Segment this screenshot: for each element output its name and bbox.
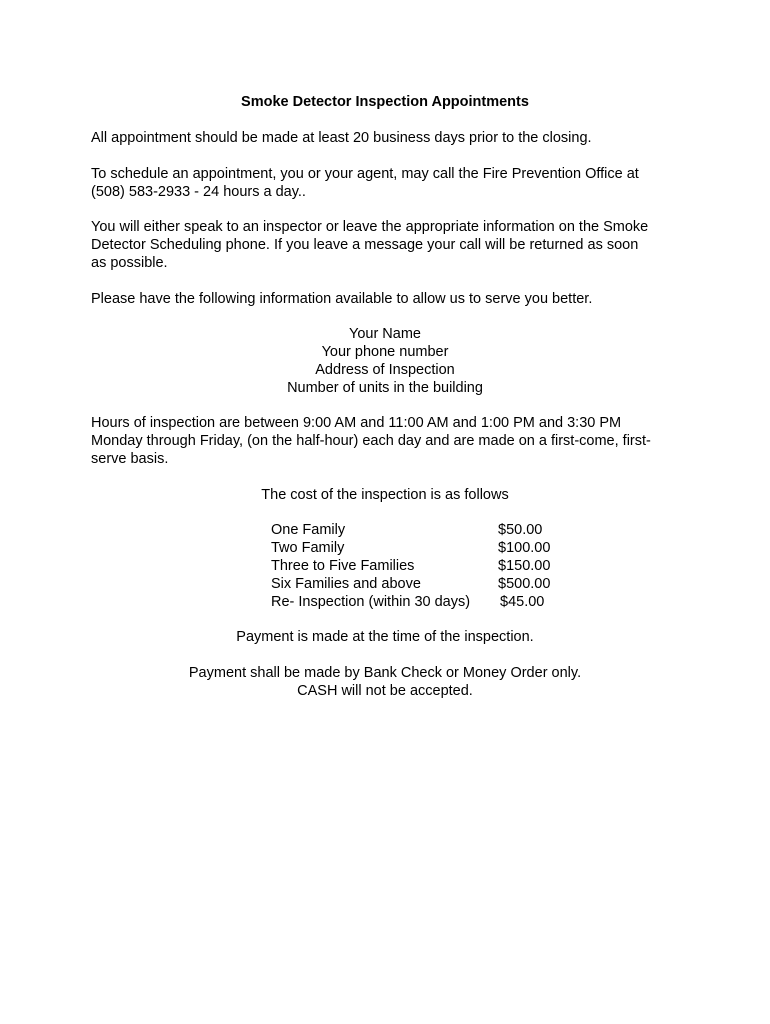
fee-amount: $50.00 (498, 522, 543, 538)
fee-row (271, 539, 571, 557)
hours-line-1: Hours of inspection are between 9:00 AM and 11:00 AM and 1:00 PM and 3:30 PM (91, 415, 622, 431)
cost-heading (0, 486, 770, 504)
fee-label: Three to Five Families (271, 558, 415, 574)
schedule-paragraph (91, 165, 691, 201)
fee-label: One Family (271, 522, 346, 538)
fee-amount: $100.00 (498, 540, 551, 556)
speak-line-1: You will either speak to an inspector or leave the appropriate information on the Smoke (91, 219, 649, 235)
info-list-item: Number of units in the building (287, 380, 483, 396)
payment-method-line-2: CASH will not be accepted. (297, 683, 473, 699)
notice-paragraph (91, 129, 691, 147)
payment-method-line-1: Payment shall be made by Bank Check or Money Order only. (188, 665, 582, 681)
info-line: Please have the following information available to allow us to serve you better. (91, 291, 593, 307)
fee-row (271, 521, 571, 539)
info-list-item: Your Name (348, 326, 421, 342)
fee-row (271, 593, 571, 611)
speak-line-2: Detector Scheduling phone. If you leave a message your call will be returned as soon (91, 237, 639, 253)
speak-paragraph (91, 218, 691, 272)
payment-method (0, 664, 770, 700)
cost-heading-text: The cost of the inspection is as follows (261, 487, 509, 503)
fee-row (271, 575, 571, 593)
fee-row (271, 557, 571, 575)
fee-amount: $150.00 (498, 558, 551, 574)
payment-time (0, 628, 770, 646)
hours-line-2: Monday through Friday, (on the half-hour) each day and are made on a first-come, first- (91, 433, 651, 449)
schedule-line-1: To schedule an appointment, you or your agent, may call the Fire Prevention Office at (91, 166, 639, 182)
info-paragraph (91, 290, 691, 308)
speak-line-3: as possible. (91, 255, 168, 271)
notice-line: All appointment should be made at least 20 business days prior to the closing. (91, 130, 592, 146)
info-list (0, 325, 770, 397)
fee-label: Two Family (271, 540, 345, 556)
fee-table (271, 521, 571, 611)
info-list-item: Your phone number (321, 344, 449, 360)
fee-amount: $45.00 (500, 594, 545, 610)
payment-time-text: Payment is made at the time of the inspection. (236, 629, 534, 645)
fee-amount: $500.00 (498, 576, 551, 592)
fee-label: Six Families and above (271, 576, 421, 592)
info-list-item: Address of Inspection (315, 362, 455, 378)
hours-line-3: serve basis. (91, 451, 169, 467)
fee-label: Re- Inspection (within 30 days) (271, 594, 471, 610)
schedule-line-2: (508) 583-2933 - 24 hours a day.. (91, 184, 306, 200)
hours-paragraph (91, 414, 691, 468)
document-title: Smoke Detector Inspection Appointments (241, 94, 529, 110)
